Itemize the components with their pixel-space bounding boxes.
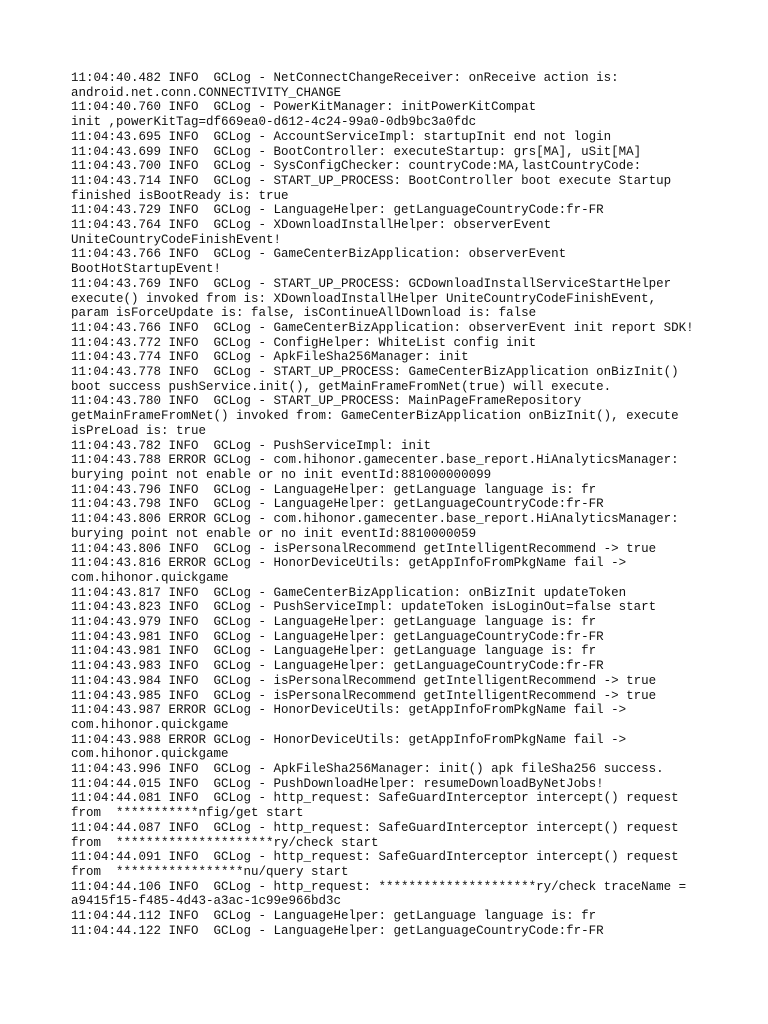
log-line: from *****************nu/query start [71,864,349,879]
log-line: 11:04:43.984 INFO GCLog - isPersonalRecommend getIntelligentRecommend -> true [71,673,657,688]
log-line: a9415f15-f485-4d43-a3ac-1c99e966bd3c [71,894,342,909]
log-line: 11:04:43.774 INFO GCLog - ApkFileSha256Manager: init [71,350,469,365]
log-line: 11:04:43.988 ERROR GCLog - HonorDeviceUtils: getAppInfoFromPkgName fail -> [71,732,627,747]
log-line: getMainFrameFromNet() invoked from: GameCenterBizApplication onBizInit(), execute [71,409,679,424]
log-line: BootHotStartupEvent! [71,262,222,277]
log-line: 11:04:43.987 ERROR GCLog - HonorDeviceUtils: getAppInfoFromPkgName fail -> [71,703,627,718]
log-line: 11:04:43.764 INFO GCLog - XDownloadInstallHelper: observerEvent [71,218,552,233]
log-line: android.net.conn.CONNECTIVITY_CHANGE [71,85,342,100]
log-line: from ***********nfig/get start [71,806,304,821]
log-line: 11:04:44.015 INFO GCLog - PushDownloadHelper: resumeDownloadByNetJobs! [71,776,604,791]
log-document [71,71,731,938]
log-line: 11:04:43.806 ERROR GCLog - com.hihonor.gamecenter.base_report.HiAnalyticsManager: [71,512,679,527]
log-line: 11:04:43.778 INFO GCLog - START_UP_PROCESS: GameCenterBizApplication onBizInit() [71,365,679,380]
log-line: com.hihonor.quickgame [71,570,229,585]
log-line: 11:04:43.782 INFO GCLog - PushServiceImpl: init [71,438,432,453]
log-line: 11:04:43.788 ERROR GCLog - com.hihonor.gamecenter.base_report.HiAnalyticsManager: [71,453,679,468]
log-line: init ,powerKitTag=df669ea0-d612-4c24-99a0-0db9bc3a0fdc [71,115,477,130]
log-line: 11:04:43.766 INFO GCLog - GameCenterBizApplication: observerEvent [71,247,567,262]
log-line: 11:04:43.798 INFO GCLog - LanguageHelper: getLanguageCountryCode:fr-FR [71,497,604,512]
log-line: burying point not enable or no init eventId:8810000059 [71,526,477,541]
log-line: 11:04:44.081 INFO GCLog - http_request: SafeGuardInterceptor intercept() request [71,791,679,806]
log-line: 11:04:44.122 INFO GCLog - LanguageHelper: getLanguageCountryCode:fr-FR [71,923,604,938]
log-line: 11:04:43.772 INFO GCLog - ConfigHelper: WhiteList config init [71,335,537,350]
log-line: isPreLoad is: true [71,423,207,438]
log-line: 11:04:44.106 INFO GCLog - http_request: *********************ry/check traceName = [71,879,687,894]
log-line: 11:04:43.983 INFO GCLog - LanguageHelper: getLanguageCountryCode:fr-FR [71,659,604,674]
log-line: boot success pushService.init(), getMainFrameFromNet(true) will execute. [71,379,612,394]
log-line: 11:04:43.823 INFO GCLog - PushServiceImpl: updateToken isLoginOut=false start [71,600,657,615]
log-line: 11:04:43.729 INFO GCLog - LanguageHelper: getLanguageCountryCode:fr-FR [71,203,604,218]
log-line: 11:04:43.816 ERROR GCLog - HonorDeviceUtils: getAppInfoFromPkgName fail -> [71,556,627,571]
log-line: execute() invoked from is: XDownloadInstallHelper UniteCountryCodeFinishEvent, [71,291,657,306]
log-line: 11:04:43.766 INFO GCLog - GameCenterBizApplication: observerEvent init report SDK! [71,320,694,335]
log-line: 11:04:40.760 INFO GCLog - PowerKitManager: initPowerKitCompat [71,100,537,115]
log-line: 11:04:43.985 INFO GCLog - isPersonalRecommend getIntelligentRecommend -> true [71,688,657,703]
log-line: 11:04:44.091 INFO GCLog - http_request: SafeGuardInterceptor intercept() request [71,850,679,865]
log-line: 11:04:43.817 INFO GCLog - GameCenterBizApplication: onBizInit updateToken [71,585,627,600]
log-line: 11:04:43.700 INFO GCLog - SysConfigChecker: countryCode:MA,lastCountryCode: [71,159,642,174]
log-line: from *********************ry/check start [71,835,379,850]
log-line: 11:04:44.112 INFO GCLog - LanguageHelper: getLanguage language is: fr [71,909,597,924]
log-line: 11:04:43.981 INFO GCLog - LanguageHelper: getLanguageCountryCode:fr-FR [71,629,604,644]
log-line: 11:04:40.482 INFO GCLog - NetConnectChangeReceiver: onReceive action is: [71,71,619,85]
log-line: 11:04:43.695 INFO GCLog - AccountServiceImpl: startupInit end not login [71,129,612,144]
log-line: 11:04:43.996 INFO GCLog - ApkFileSha256Manager: init() apk fileSha256 success. [71,762,664,777]
log-line: 11:04:43.714 INFO GCLog - START_UP_PROCESS: BootController boot execute Startup [71,173,672,188]
log-line: UniteCountryCodeFinishEvent! [71,232,282,247]
log-line: 11:04:43.796 INFO GCLog - LanguageHelper: getLanguage language is: fr [71,482,597,497]
log-line: 11:04:43.981 INFO GCLog - LanguageHelper: getLanguage language is: fr [71,644,597,659]
log-line: com.hihonor.quickgame [71,717,229,732]
log-line: 11:04:43.780 INFO GCLog - START_UP_PROCESS: MainPageFrameRepository [71,394,582,409]
log-line: param isForceUpdate is: false, isContinueAllDownload is: false [71,306,537,321]
log-line: 11:04:44.087 INFO GCLog - http_request: SafeGuardInterceptor intercept() request [71,820,679,835]
log-line: 11:04:43.806 INFO GCLog - isPersonalRecommend getIntelligentRecommend -> true [71,541,657,556]
log-line: burying point not enable or no init eventId:881000000099 [71,467,492,482]
log-line: finished isBootReady is: true [71,188,289,203]
log-line: 11:04:43.769 INFO GCLog - START_UP_PROCESS: GCDownloadInstallServiceStartHelper [71,276,672,291]
log-line: com.hihonor.quickgame [71,747,229,762]
log-line: 11:04:43.979 INFO GCLog - LanguageHelper: getLanguage language is: fr [71,615,597,630]
log-line: 11:04:43.699 INFO GCLog - BootController: executeStartup: grs[MA], uSit[MA] [71,144,642,159]
